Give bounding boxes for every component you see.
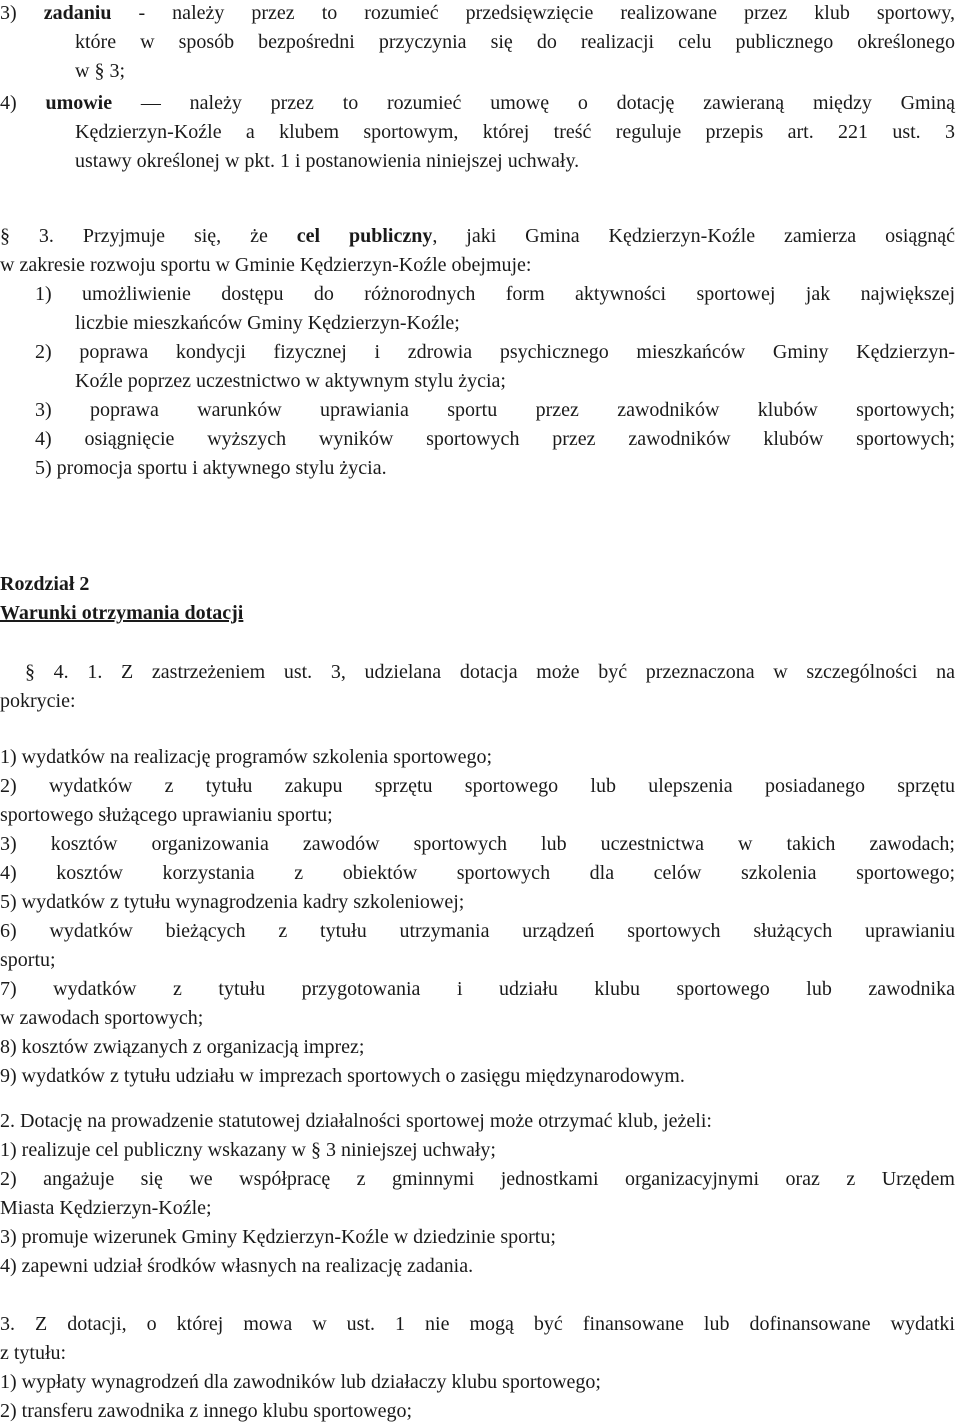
list-item: 7) wydatków z tytułu przygotowania i udziału klubu sportowego lub zawodnika: [0, 978, 955, 1000]
term-zadaniu: zadaniu: [43, 2, 112, 24]
definition-3-line-2: które w sposób bezpośredni przyczynia się do realizacji celu publicznego określonego: [75, 31, 955, 53]
chapter-heading: [0, 570, 955, 628]
list-item: 6) wydatków bieżących z tytułu utrzymania urządzeń sportowych służących uprawianiu: [0, 920, 955, 942]
paragraph-4-section-3: [0, 1310, 955, 1426]
definition-item-3: [0, 0, 955, 86]
list-item: 2) angażuje się we współpracę z gminnymi jednostkami organizacyjnymi oraz z Urzędem: [0, 1168, 955, 1190]
paragraph-3: [0, 222, 955, 483]
section-3-intro: 3. Z dotacji, o której mowa w ust. 1 nie mogą być finansowane lub dofinansowane wydatki: [0, 1313, 955, 1335]
paragraph-3-intro-line-2: w zakresie rozwoju sportu w Gminie Kędzierzyn-Koźle obejmuje:: [0, 254, 532, 276]
list-item: 4) kosztów korzystania z obiektów sportowych dla celów szkolenia sportowego;: [0, 862, 955, 884]
paragraph-3-intro: § 3. Przyjmuje się, że cel publiczny, jaki Gmina Kędzierzyn-Koźle zamierza osiągnąć: [0, 225, 956, 247]
list-item: 3) promuje wizerunek Gminy Kędzierzyn-Koźle w dziedzinie sportu;: [0, 1226, 556, 1248]
list-item: 2) poprawa kondycji fizycznej i zdrowia psychicznego mieszkańców Gminy Kędzierzyn-: [35, 341, 955, 363]
list-item-continuation: Miasta Kędzierzyn-Koźle;: [0, 1197, 212, 1219]
list-item: 4) zapewni udział środków własnych na realizację zadania.: [0, 1255, 474, 1277]
list-item: 9) wydatków z tytułu udziału w imprezach sportowych o zasięgu międzynarodowym.: [0, 1065, 685, 1087]
list-item: 2) transferu zawodnika z innego klubu sportowego;: [0, 1400, 413, 1422]
definition-3-line-3: w § 3;: [75, 60, 125, 82]
list-item: 5) wydatków z tytułu wynagrodzenia kadry szkoleniowej;: [0, 891, 465, 913]
definition-3-line-1: 3) zadaniu - należy przez to rozumieć przedsięwzięcie realizowane przez klub sportowy,: [0, 2, 956, 24]
definition-4-line-3: ustawy określonej w pkt. 1 i postanowienia niniejszej uchwały.: [75, 150, 580, 172]
list-item: 8) kosztów związanych z organizacją imprez;: [0, 1036, 365, 1058]
chapter-label: Rozdział 2: [0, 573, 90, 595]
term-umowie: umowie: [45, 92, 113, 114]
definition-4-line-1: 4) umowie — należy przez to rozumieć umowę o dotację zawieraną między Gminą: [0, 92, 956, 114]
list-item-continuation: sportowego służącego uprawianiu sportu;: [0, 804, 333, 826]
chapter-title: Warunki otrzymania dotacji: [0, 602, 244, 624]
list-item: 1) umożliwienie dostępu do różnorodnych form aktywności sportowej jak największej: [35, 283, 955, 305]
list-item: 1) realizuje cel publiczny wskazany w § 3 niniejszej uchwały;: [0, 1139, 496, 1161]
paragraph-4-intro-line-2: pokrycie:: [0, 690, 76, 712]
paragraph-4-list: [0, 743, 955, 1091]
list-item: 2) wydatków z tytułu zakupu sprzętu sportowego lub ulepszenia posiadanego sprzętu: [0, 775, 955, 797]
list-item-continuation: sportu;: [0, 949, 56, 971]
section-3-intro-line-2: z tytułu:: [0, 1342, 67, 1364]
list-item-continuation: liczbie mieszkańców Gminy Kędzierzyn-Koźle;: [75, 312, 460, 334]
term-cel-publiczny: cel publiczny: [296, 225, 433, 247]
list-item: 1) wydatków na realizację programów szkolenia sportowego;: [0, 746, 493, 768]
list-item-continuation: w zawodach sportowych;: [0, 1007, 204, 1029]
list-item: 5) promocja sportu i aktywnego stylu życia.: [35, 457, 387, 479]
section-2-intro: 2. Dotację na prowadzenie statutowej działalności sportowej może otrzymać klub, jeżeli:: [0, 1110, 712, 1132]
list-item: 1) wypłaty wynagrodzeń dla zawodników lub działaczy klubu sportowego;: [0, 1371, 601, 1393]
definition-4-line-2: Kędzierzyn-Koźle a klubem sportowym, której treść reguluje przepis art. 221 ust. 3: [75, 121, 955, 143]
paragraph-4-section-1: [0, 658, 955, 716]
list-item: 4) osiągnięcie wyższych wyników sportowych przez zawodników klubów sportowych;: [35, 428, 955, 450]
list-item: 3) kosztów organizowania zawodów sportowych lub uczestnictwa w takich zawodach;: [0, 833, 955, 855]
list-item-continuation: Koźle poprzez uczestnictwo w aktywnym stylu życia;: [75, 370, 506, 392]
list-item: 3) poprawa warunków uprawiania sportu przez zawodników klubów sportowych;: [35, 399, 955, 421]
definition-item-4: [0, 89, 955, 176]
paragraph-4-section-2: [0, 1107, 955, 1281]
paragraph-sign: § 3.: [0, 225, 54, 247]
paragraph-4-intro: § 4. 1. Z zastrzeżeniem ust. 3, udzielana dotacja może być przeznaczona w szczególności na: [25, 661, 955, 683]
